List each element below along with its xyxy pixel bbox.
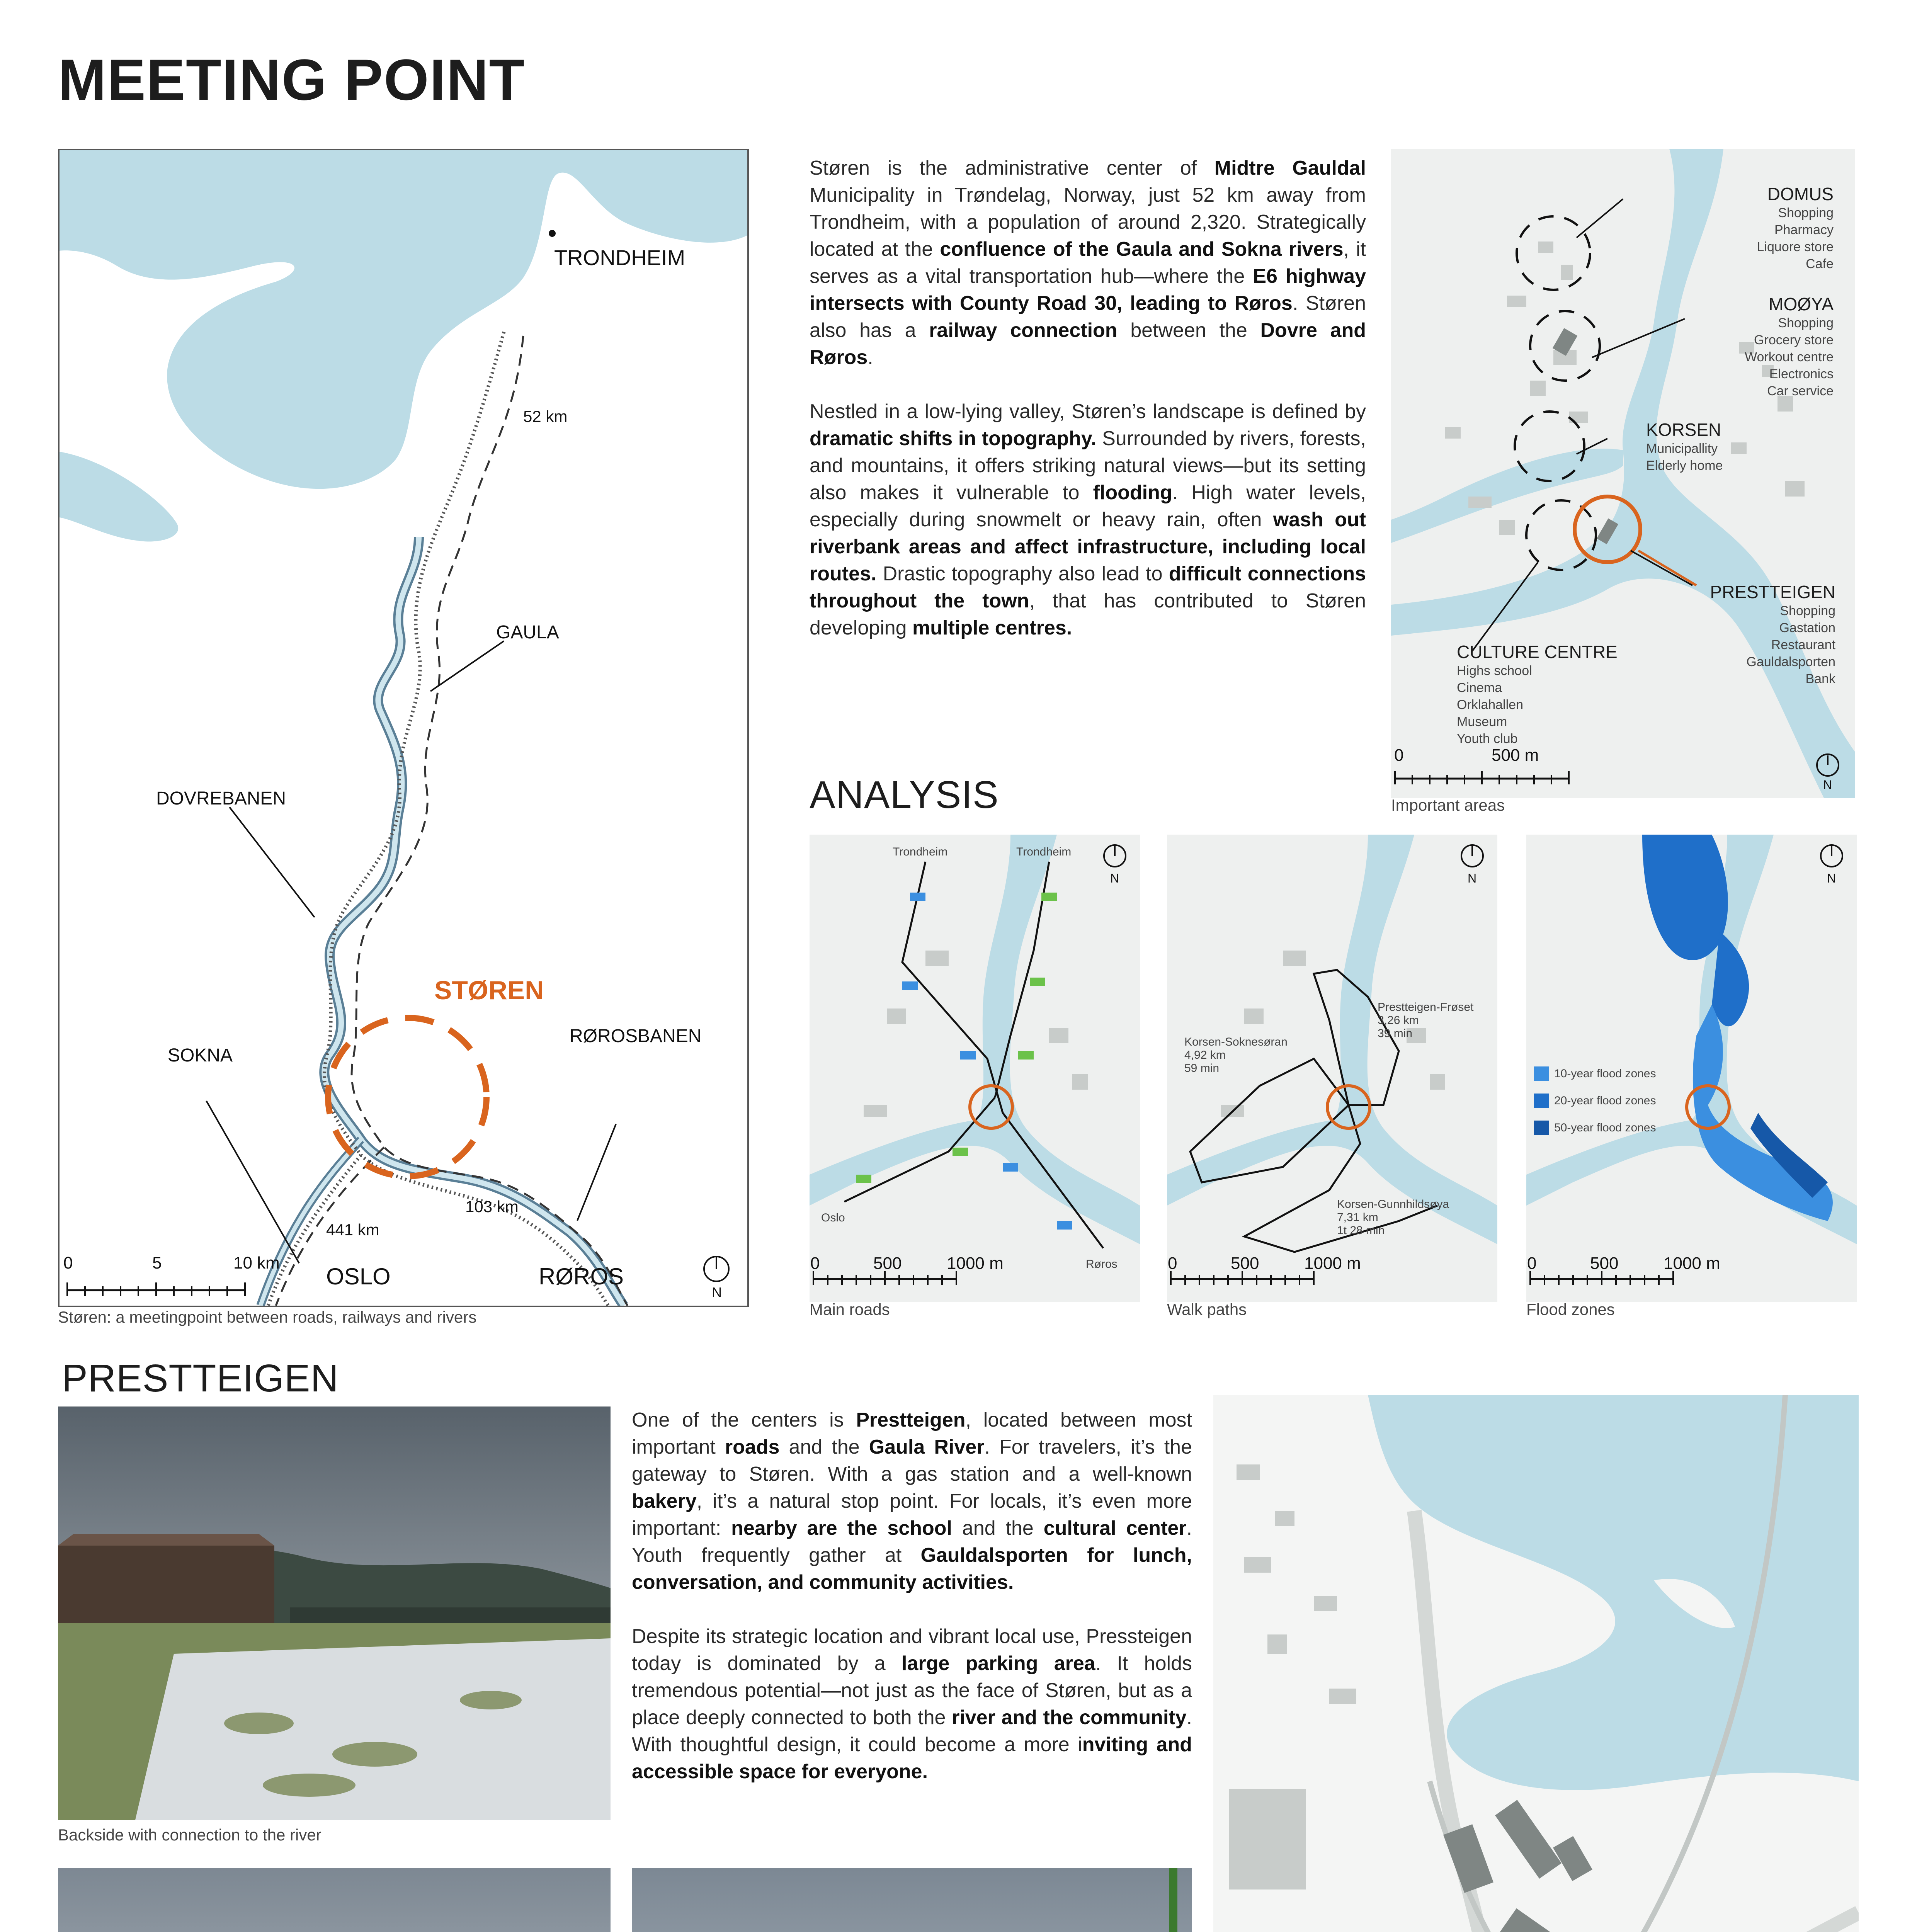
photo-backside-graphic [58,1406,611,1820]
flood-map [1526,835,1857,1302]
flood-scale-0: 0 [1527,1254,1537,1273]
prestteigen-heading: PRESTTEIGEN [62,1357,339,1400]
flood-legend-50: 50-year flood zones [1534,1121,1656,1135]
area-prestteigen: PRESTTEIGEN Shopping Gastation Restaurant Gauldalsporten Bank [1710,582,1835,686]
scale-5: 5 [152,1253,162,1272]
scale-0: 0 [63,1253,73,1272]
walk-scale-500: 500 [1231,1254,1259,1273]
flood-legend-10: 10-year flood zones [1534,1066,1656,1081]
flood-caption: Flood zones [1526,1300,1615,1318]
label-roros: RØROS [539,1264,624,1289]
areas-scale-500: 500 m [1492,746,1539,765]
roads-label-trondheim-2: Trondheim [1016,845,1072,858]
label-dovrebanen: DOVREBANEN [156,788,286,809]
photo-gas-station [58,1868,611,1932]
intro-paragraph-1: Støren is the administrative center of Midtre Gauldal Municipality in Trøndelag, Norway, just 52 km away from Trondheim, with a population of around 2,320. Strategically located at the confluence of the Gaula and Sokna rivers, it serves as a vital transportation hub—where the E6 highway intersects with County Road 30, leading to Røros. Støren also has a railway connection between the Dovre and Røros. [810,157,1366,369]
label-trondheim: TRONDHEIM [554,245,685,270]
walk-scale-0: 0 [1168,1254,1177,1273]
roads-map [810,835,1140,1302]
roads-map-graphic [810,835,1140,1302]
label-oslo: OSLO [326,1264,391,1289]
analysis-heading: ANALYSIS [810,773,999,816]
roads-caption: Main roads [810,1300,890,1318]
caption-backside: Backside with connection to the river [58,1826,321,1844]
walk-route-3: Korsen-Gunnhildsøya 7,31 km 1t 28 min [1337,1198,1449,1237]
walk-north-arrow: N [1468,871,1477,885]
regional-map-caption: Støren: a meetingpoint between roads, railways and rivers [58,1308,477,1326]
label-103km: 103 km [465,1197,519,1216]
area-mooya: MOØYA Shopping Grocery store Workout centre Electronics Car service [1745,294,1834,398]
walk-map [1167,835,1497,1302]
photo-east-side-graphic [632,1868,1192,1932]
regional-map-graphic [60,150,747,1306]
prestteigen-paragraph-2: Despite its strategic location and vibrant local use, Pressteigen today is dominated by a large parking area. It holds tremendous potential—not just as the face of Støren, but as a place deeply connected to both the river and the community. With thoughtful design, it could become a more inviting and accessible space for everyone. [632,1625,1192,1783]
roads-label-roros: Røros [1086,1258,1118,1270]
flood-scale-1000: 1000 m [1664,1254,1720,1273]
roads-scale-0: 0 [810,1254,820,1273]
roads-north-arrow: N [1110,871,1119,885]
areas-map [1391,149,1855,798]
flood-legend [1534,1066,1656,1135]
photo-gas-station-graphic [58,1868,611,1932]
label-441km: 441 km [326,1221,379,1239]
label-sokna: SOKNA [168,1045,233,1066]
walk-route-1: Korsen-Soknesøran 4,92 km 59 min [1184,1036,1288,1075]
prestteigen-text [632,1406,1192,1785]
label-storen: STØREN [434,976,544,1005]
walk-scale-1000: 1000 m [1304,1254,1361,1273]
label-52km: 52 km [523,407,568,425]
flood-scale-500: 500 [1590,1254,1619,1273]
north-arrow: N [712,1284,722,1300]
photo-east-side [632,1868,1192,1932]
area-culture-centre: CULTURE CENTRE Highs school Cinema Orklahallen Museum Youth club [1457,642,1618,746]
walk-route-2: Prestteigen-Frøset 3,26 km 39 min [1378,1001,1474,1040]
area-korsen: KORSEN Municipallity Elderly home [1646,420,1723,473]
roads-scale-1000: 1000 m [947,1254,1004,1273]
scale-10: 10 km [233,1253,280,1272]
label-gaula: GAULA [496,622,559,643]
flood-north-arrow: N [1827,871,1836,885]
area-domus: DOMUS Shopping Pharmacy Liquore store Cafe [1757,184,1834,271]
label-rorosbanen: RØROSBANEN [570,1026,702,1046]
flood-legend-20: 20-year flood zones [1534,1094,1656,1108]
regional-map [58,149,749,1307]
prestteigen-paragraph-1: One of the centers is Prestteigen, located between most important roads and the Gaula River. For travelers, it’s the gateway to Støren. With a gas station and a well-known bakery, it’s a natural stop point. For locals, it’s even more important: nearby are the school and the cultural center. Youth frequently gather at Gauldalsporten for lunch, conversation, and community activities. [632,1409,1192,1594]
prestteigen-map [1213,1395,1859,1932]
prestteigen-map-graphic [1213,1395,1859,1932]
intro-paragraph-2: Nestled in a low-lying valley, Støren’s landscape is defined by dramatic shifts in topography. Surrounded by rivers, forests, and mountains, it offers striking natural views—but its setting also makes it vulnerable to flooding. High water levels, especially during snowmelt or heavy rain, often wash out riverbank areas and affect infrastructure, including local routes. Drastic topography also lead to difficult connections throughout the town, that has contributed to Støren developing multiple centres. [810,400,1366,639]
areas-scale-0: 0 [1394,746,1404,765]
roads-scale-500: 500 [873,1254,902,1273]
roads-label-oslo: Oslo [821,1211,845,1224]
intro-text [810,155,1366,641]
areas-map-caption: Important areas [1391,796,1505,814]
walk-caption: Walk paths [1167,1300,1247,1318]
photo-backside [58,1406,611,1820]
page-title: MEETING POINT [58,47,526,112]
areas-north-arrow: N [1823,778,1832,792]
roads-label-trondheim-1: Trondheim [893,845,948,858]
